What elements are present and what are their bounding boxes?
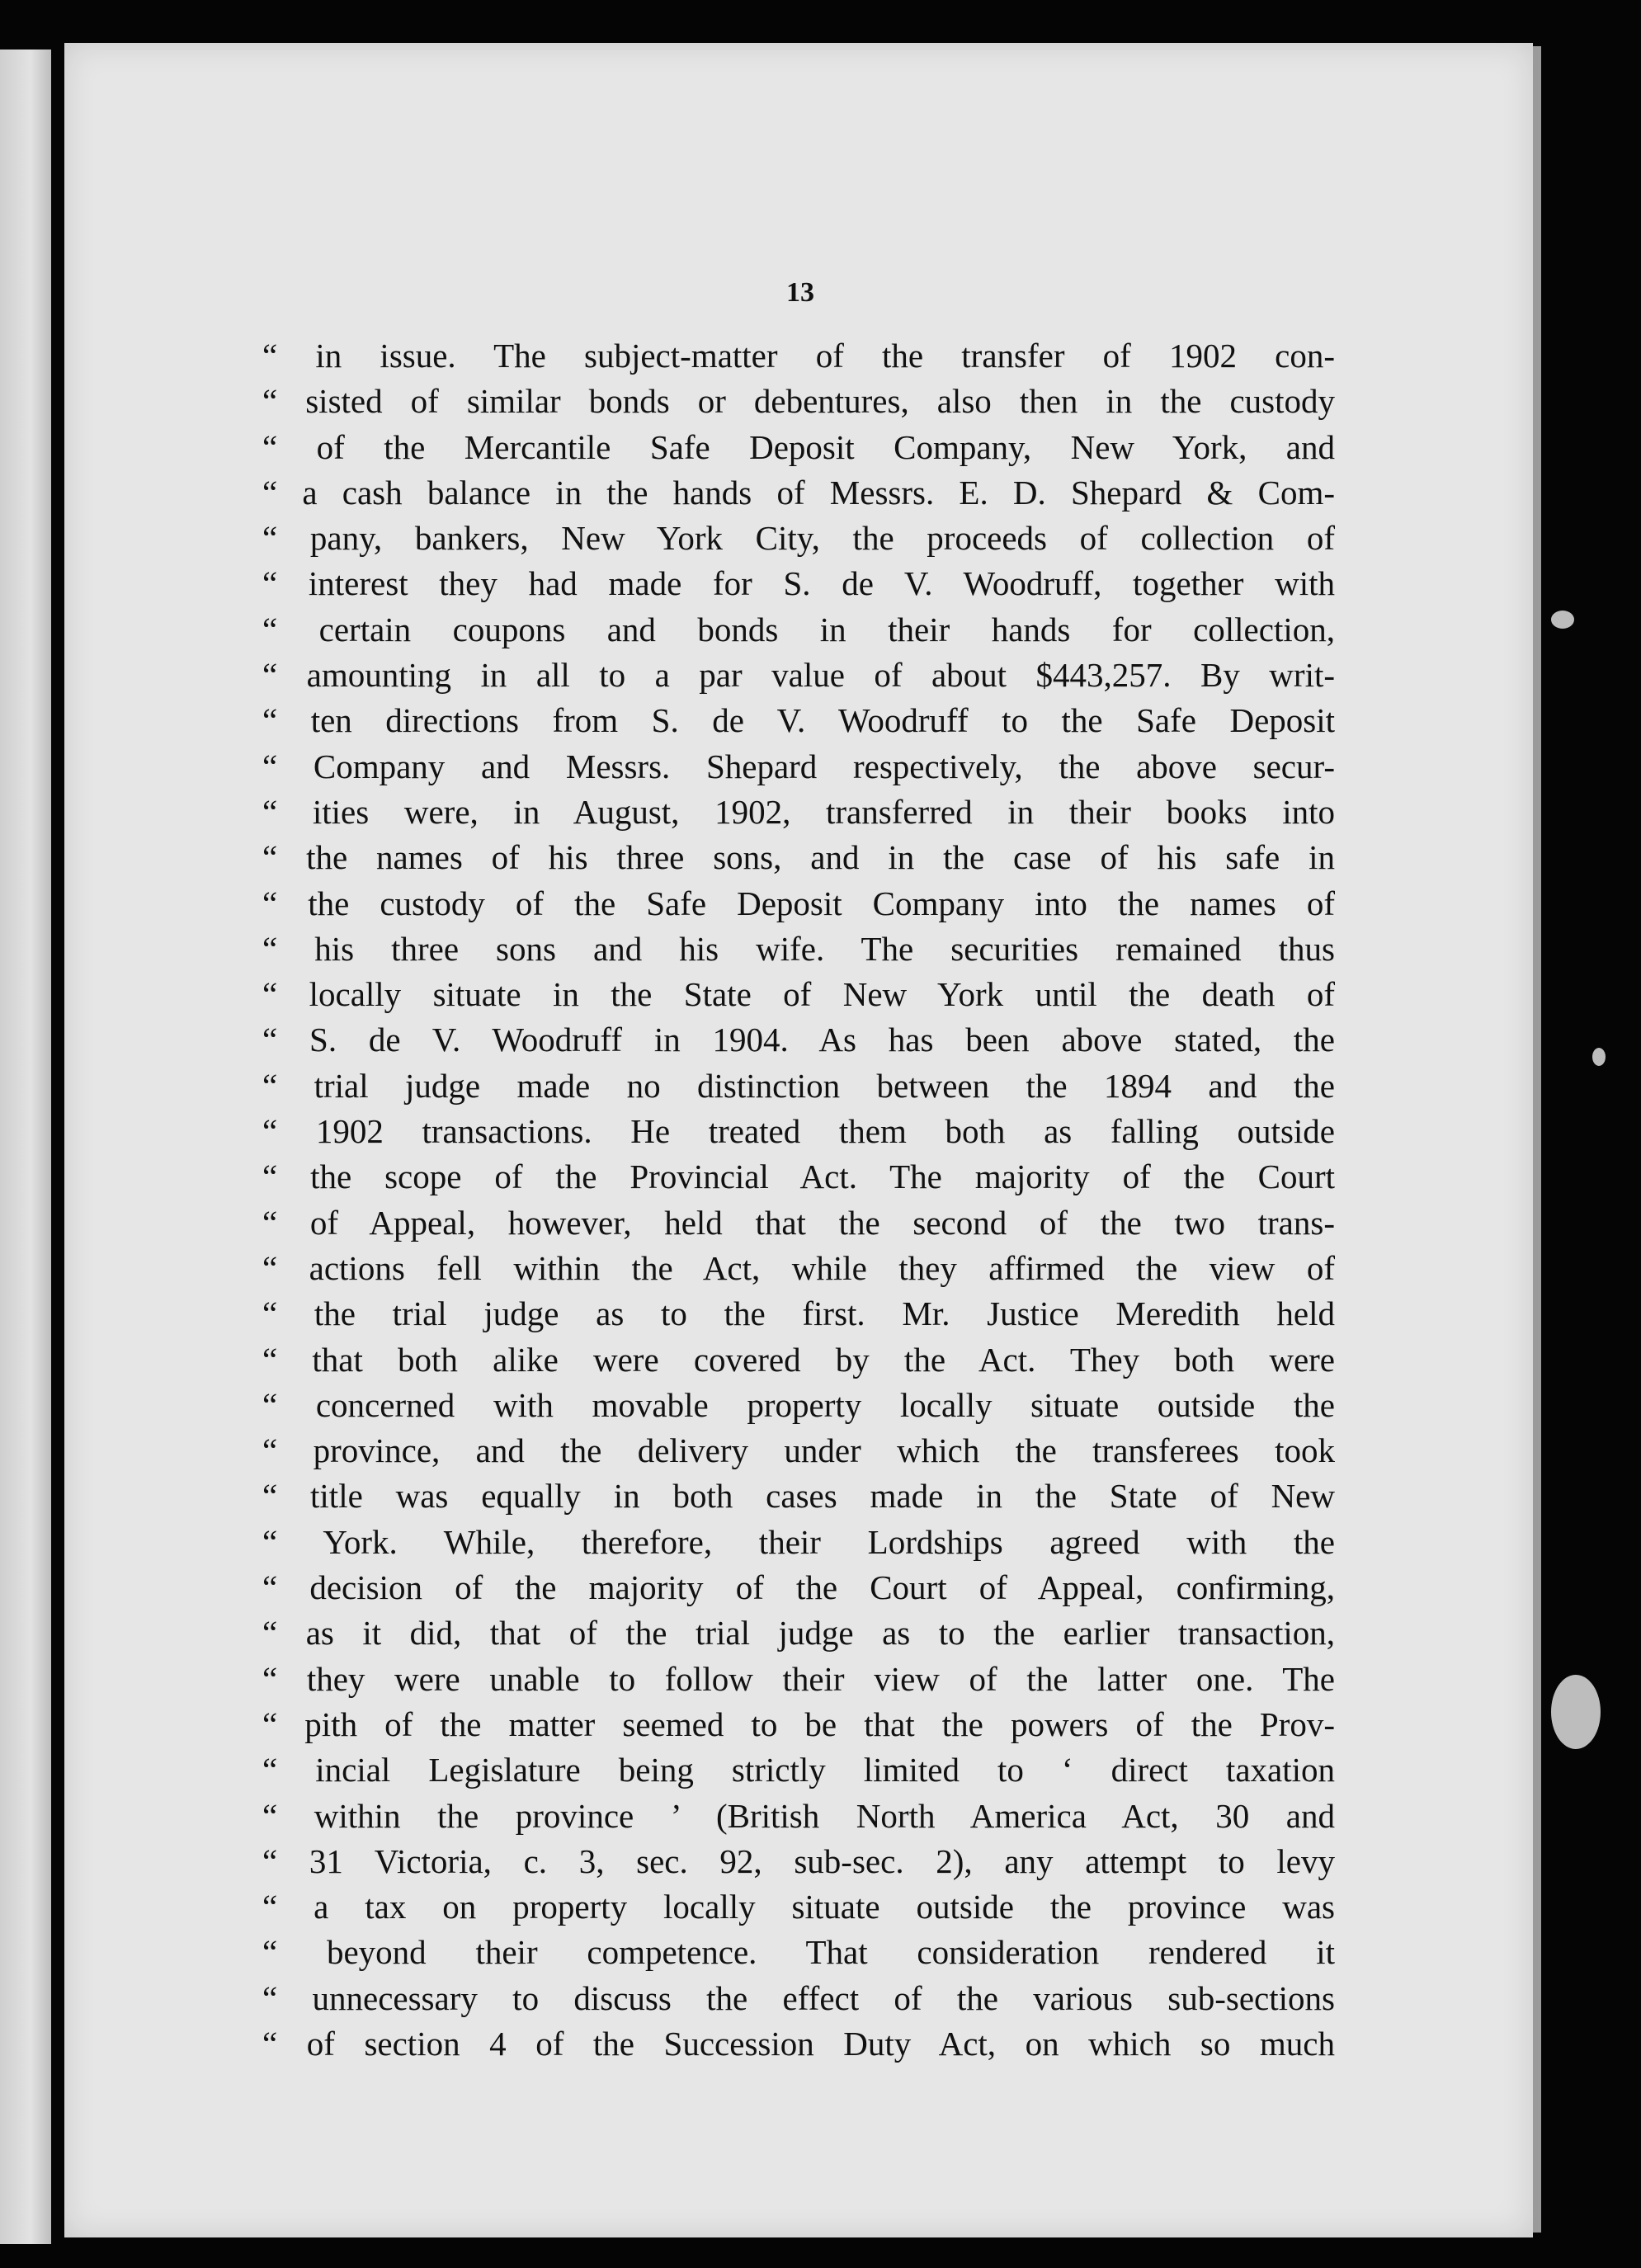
text-line: “ the trial judge as to the first. Mr. Justice Meredith held bbox=[262, 1294, 1335, 1333]
facing-page-edge bbox=[0, 50, 51, 2244]
text-line: “ locally situate in the State of New York until the death of bbox=[262, 975, 1335, 1014]
text-line: “ of Appeal, however, held that the second of the two trans- bbox=[262, 1203, 1335, 1242]
page-edge-shadow bbox=[1533, 46, 1541, 2233]
paper-speck bbox=[1551, 611, 1574, 629]
text-line: “ decision of the majority of the Court of Appeal, confirming, bbox=[262, 1568, 1335, 1607]
text-line: “ pith of the matter seemed to be that the powers of the Prov- bbox=[262, 1705, 1335, 1743]
text-line: “ sisted of similar bonds or debentures, also then in the custody bbox=[262, 382, 1335, 421]
text-line: “ certain coupons and bonds in their hands for collection, bbox=[262, 610, 1335, 648]
text-line: “ they were unable to follow their view of the latter one. The bbox=[262, 1659, 1335, 1698]
text-line: “ actions fell within the Act, while they affirmed the view of bbox=[262, 1248, 1335, 1287]
text-line: “ the names of his three sons, and in the case of his safe in bbox=[262, 838, 1335, 877]
text-line: “ 31 Victoria, c. 3, sec. 92, sub-sec. 2), any attempt to levy bbox=[262, 1841, 1335, 1880]
text-line: “ beyond their competence. That consideration rendered it bbox=[262, 1933, 1335, 1972]
paper-speck bbox=[1592, 1048, 1606, 1066]
text-line: “ title was equally in both cases made in the State of New bbox=[262, 1477, 1335, 1516]
text-line: “ of section 4 of the Succession Duty Act, on which so much bbox=[262, 2024, 1335, 2063]
text-line: “ concerned with movable property locally situate outside the bbox=[262, 1385, 1335, 1424]
text-line: “ trial judge made no distinction between the 1894 and the bbox=[262, 1066, 1335, 1105]
text-line: “ Company and Messrs. Shepard respectively, the above secur- bbox=[262, 747, 1335, 785]
text-line: “ a cash balance in the hands of Messrs. E. D. Shepard & Com- bbox=[262, 473, 1335, 512]
text-line: “ the custody of the Safe Deposit Company into the names of bbox=[262, 884, 1335, 922]
text-line: “ 1902 transactions. He treated them both as falling outside bbox=[262, 1112, 1335, 1151]
paper-speck bbox=[1551, 1675, 1601, 1749]
text-line: “ amounting in all to a par value of about $443,257. By writ- bbox=[262, 656, 1335, 695]
text-line: “ a tax on property locally situate outside the province was bbox=[262, 1888, 1335, 1926]
text-line: “ that both alike were covered by the Act. They both were bbox=[262, 1340, 1335, 1379]
text-line: “ York. While, therefore, their Lordships agreed with the bbox=[262, 1522, 1335, 1561]
text-line: “ province, and the delivery under which the transferees took bbox=[262, 1431, 1335, 1470]
text-line: “ S. de V. Woodruff in 1904. As has been above stated, the bbox=[262, 1021, 1335, 1059]
text-line: “ unnecessary to discuss the effect of the various sub-sections bbox=[262, 1978, 1335, 2017]
text-line: “ incial Legislature being strictly limited to ‘ direct taxation bbox=[262, 1751, 1335, 1789]
text-line: “ ities were, in August, 1902, transferred in their books into bbox=[262, 792, 1335, 831]
text-line: “ ten directions from S. de V. Woodruff to the Safe Deposit bbox=[262, 701, 1335, 740]
text-line: “ the scope of the Provincial Act. The majority of the Court bbox=[262, 1158, 1335, 1196]
text-line: “ of the Mercantile Safe Deposit Company, New York, and bbox=[262, 427, 1335, 466]
page-number: 13 bbox=[786, 277, 814, 308]
body-text bbox=[262, 333, 1335, 2067]
text-line: “ interest they had made for S. de V. Woodruff, together with bbox=[262, 564, 1335, 603]
text-line: “ in issue. The subject-matter of the transfer of 1902 con- bbox=[262, 337, 1335, 375]
text-line: “ as it did, that of the trial judge as to the earlier transaction, bbox=[262, 1614, 1335, 1653]
text-line: “ within the province ’ (British North America Act, 30 and bbox=[262, 1796, 1335, 1835]
text-line: “ pany, bankers, New York City, the proceeds of collection of bbox=[262, 519, 1335, 558]
text-line: “ his three sons and his wife. The securities remained thus bbox=[262, 929, 1335, 968]
